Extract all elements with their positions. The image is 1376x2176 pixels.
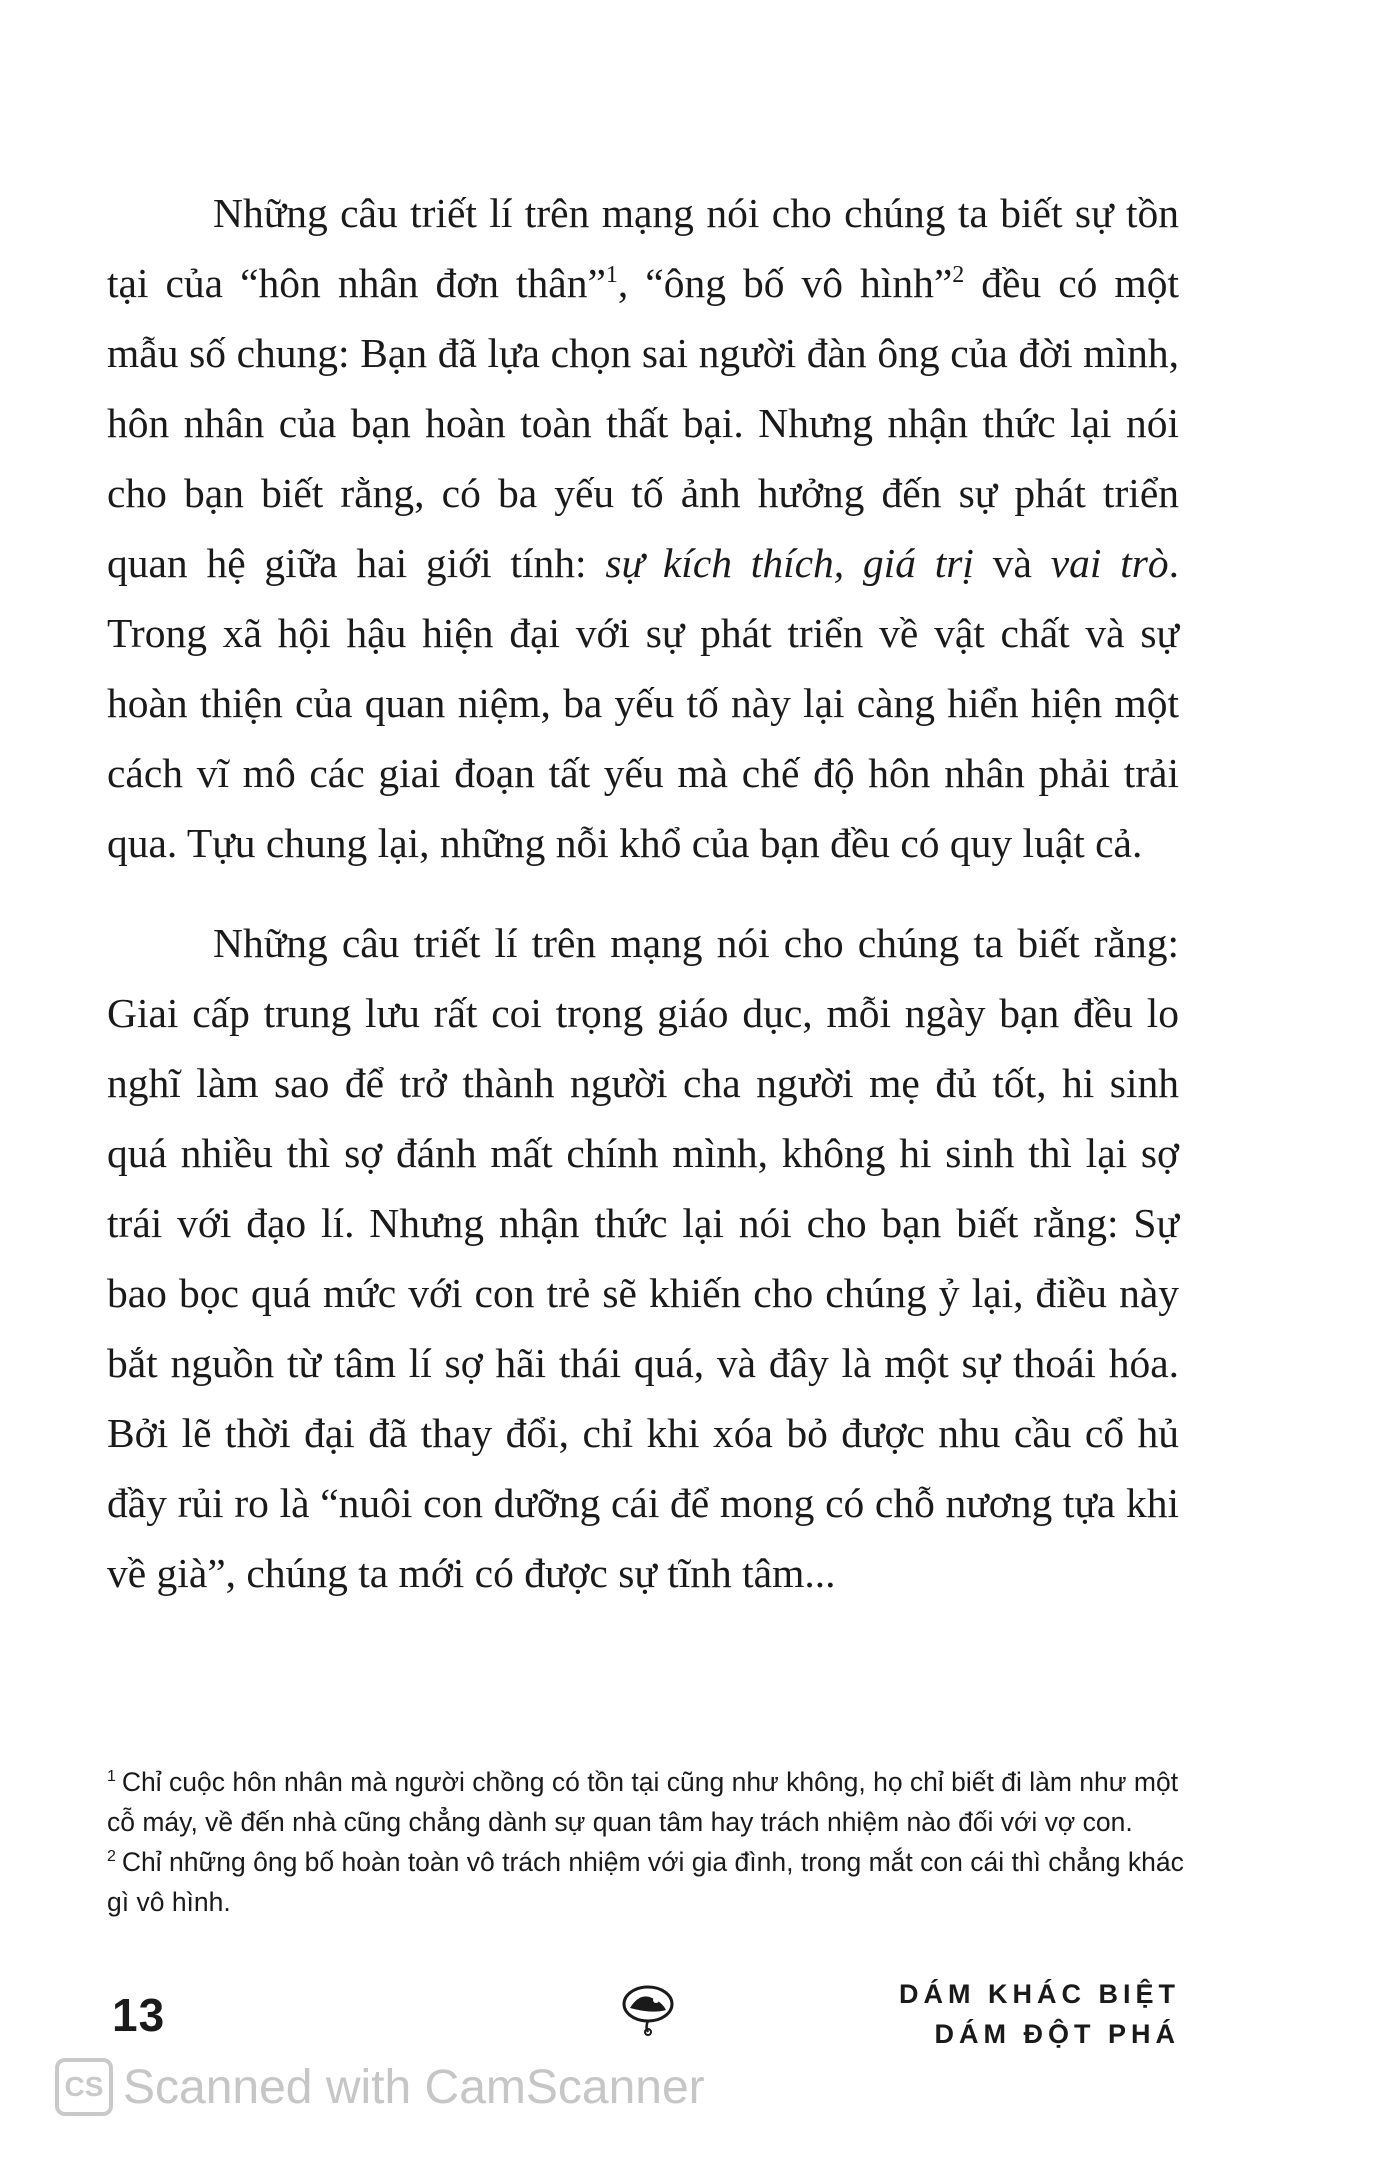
paragraph-1-and: và [973, 540, 1051, 586]
footnote-ref-1: 1 [605, 262, 618, 289]
paragraph-1-start: Những câu triết lí trên mạng nói cho chúng ta biết sự tồn tại của “hôn nhân đơn thân” [107, 190, 1179, 306]
publisher-logo-icon [618, 1980, 678, 2036]
footnote-2-text: Chỉ những ông bố hoàn toàn vô trách nhiệm với gia đình, trong mắt con cái thì chẳng khác gì vô hình. [107, 1847, 1184, 1917]
camscanner-watermark [55, 2052, 705, 2122]
paragraph-1-body: đều có một mẫu số chung: Bạn đã lựa chọn sai người đàn ông của đời mình, hôn nhân của bạn hoàn toàn thất bại. Nhưng nhận thức lại nói cho bạn biết rằng, có ba yếu tố ảnh hưởng đến sự phát triển quan hệ giữa hai giới tính: [107, 260, 1179, 586]
body-text [107, 178, 1179, 1608]
paragraph-1 [107, 178, 1179, 878]
series-title-line-1: DÁM KHÁC BIỆT [899, 1979, 1180, 2009]
paragraph-1-end: . Trong xã hội hậu hiện đại với sự phát triển về vật chất và sự hoàn thiện của quan niệm, ba yếu tố này lại càng hiển hiện một cách vĩ mô các giai đoạn tất yếu mà chế độ hôn nhân phải trải qua. Tựu chung lại, những nỗi khổ của bạn đều có quy luật cả. [107, 540, 1180, 866]
footnote-2-mark: 2 [107, 1848, 116, 1866]
camscanner-logo-icon: CS [55, 2058, 113, 2116]
paragraph-1-mid: , “ông bố vô hình” [617, 260, 953, 306]
footnote-2 [107, 1842, 1187, 1922]
italic-term-2: vai trò [1050, 540, 1169, 586]
italic-term-1: sự kích thích, giá trị [605, 540, 974, 586]
footnote-1-text: Chỉ cuộc hôn nhân mà người chồng có tồn tại cũng như không, họ chỉ biết đi làm như một cỗ máy, về đến nhà cũng chẳng dành sự quan tâm hay trách nhiệm nào đối với vợ con. [107, 1767, 1179, 1837]
page-number: 13 [112, 1989, 166, 2041]
footnote-ref-2: 2 [952, 262, 965, 289]
series-title [899, 1974, 1180, 2054]
paragraph-2: Những câu triết lí trên mạng nói cho chúng ta biết rằng: Giai cấp trung lưu rất coi trọng giáo dục, mỗi ngày bạn đều lo nghĩ làm sao để trở thành người cha người mẹ đủ tốt, hi sinh quá nhiều thì sợ đánh mất chính mình, không hi sinh thì lại sợ trái với đạo lí. Nhưng nhận thức lại nói cho bạn biết rằng: Sự bao bọc quá mức với con trẻ sẽ khiến cho chúng ỷ lại, điều này bắt nguồn từ tâm lí sợ hãi thái quá, và đây là một sự thoái hóa. Bởi lẽ thời đại đã thay đổi, chỉ khi xóa bỏ được nhu cầu cổ hủ đầy rủi ro là “nuôi con dưỡng cái để mong có chỗ nương tựa khi về già”, chúng ta mới có được sự tĩnh tâm... [107, 920, 1179, 1596]
camscanner-text: Scanned with CamScanner [123, 2060, 705, 2114]
footnotes [107, 1762, 1187, 1922]
series-title-line-2: DÁM ĐỘT PHÁ [934, 2019, 1180, 2049]
footnote-1-mark: 1 [107, 1768, 116, 1786]
footnote-1 [107, 1762, 1187, 1842]
